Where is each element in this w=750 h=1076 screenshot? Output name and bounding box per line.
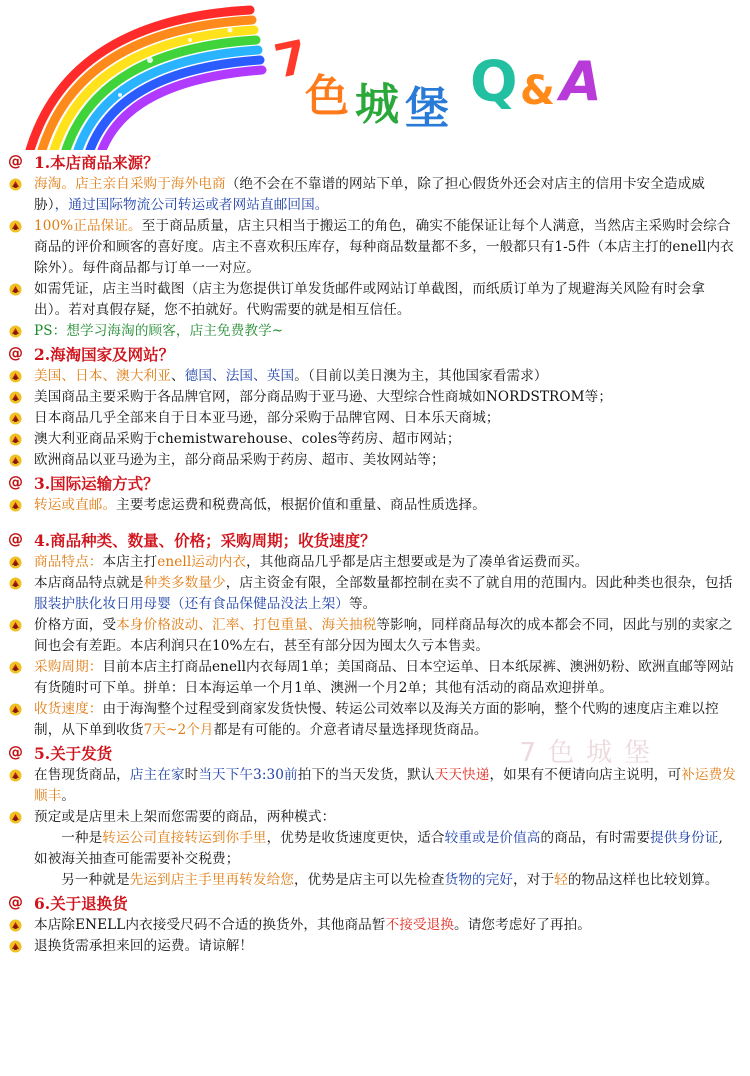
- at-icon: @: [8, 743, 23, 761]
- list-item: 本店除ENELL内衣接受尺码不合适的换货外，其他商品暂不接受退换。请您考虑好了再拍。: [0, 915, 750, 936]
- section-title-3: @ 3.国际运输方式？: [8, 473, 159, 493]
- logo-seven: 7: [269, 29, 313, 89]
- list-item: 欧洲商品以亚马逊为主，部分商品采购于药房、超市、美妆网站等；: [0, 450, 750, 471]
- flower-bullet-icon: [9, 661, 22, 674]
- flower-bullet-icon: [9, 940, 22, 953]
- flower-bullet-icon: [9, 619, 22, 632]
- flower-bullet-icon: [9, 769, 22, 782]
- section-title-5: @ 5.关于发货: [8, 743, 113, 763]
- list-item: 海淘。店主亲自采购于海外电商（绝不会在不靠谱的网站下单，除了担心假货外还会对店主的信用卡安全造成威胁），通过国际物流公司转运或者网站直邮回国。: [0, 174, 750, 216]
- flower-bullet-icon: [9, 811, 22, 824]
- list-item: 一种是转运公司直接转运到你手里，优势是收货速度更快，适合较重或是价值高的商品，有时需要提供身份证,如被海关抽查可能需要补交税费；: [34, 830, 723, 867]
- list-item: PS：想学习海淘的顾客，店主免费教学~: [0, 321, 750, 342]
- section-title-4: @ 4.商品种类、数量、价格；采购周期；收货速度？: [8, 530, 376, 550]
- list-item: 100%正品保证。至于商品质量，店主只相当于搬运工的角色，确实不能保证让每个人满意，当然店主采购时会综合商品的评价和顾客的喜好度。店主不喜欢积压库存，每种商品数量都不多，一般都只有1-5件（本店主打的enell内衣除外）。每件商品都与订单一一对应。: [0, 216, 750, 279]
- list-item: 退换货需承担来回的运费。请谅解！: [0, 936, 750, 957]
- list-item: 日本商品几乎全部来自于日本亚马逊，部分采购于品牌官网、日本乐天商城；: [0, 408, 750, 429]
- list-item: 本店商品特点就是种类多数量少，店主资金有限，全部数量都控制在卖不了就自用的范围内。因此种类也很杂，包括服装护肤化妆日用母婴（还有食品保健品没法上架）等。: [0, 573, 750, 615]
- watermark-logo: 7色城堡: [519, 738, 662, 768]
- at-icon: @: [8, 530, 23, 548]
- logo-amp: &: [520, 68, 555, 114]
- flower-bullet-icon: [9, 220, 22, 233]
- list-item: 预定或是店里未上架而您需要的商品，两种模式：: [0, 807, 750, 828]
- flower-bullet-icon: [9, 391, 22, 404]
- flower-bullet-icon: [9, 283, 22, 296]
- logo-a: A: [560, 50, 602, 113]
- logo-q: Q: [470, 50, 518, 115]
- logo-char-1: 色: [305, 71, 349, 122]
- flower-bullet-icon: [9, 556, 22, 569]
- section-title-2: @ 2.海淘国家及网站？: [8, 344, 175, 364]
- at-icon: @: [8, 344, 23, 362]
- flower-bullet-icon: [9, 499, 22, 512]
- at-icon: @: [8, 893, 23, 911]
- flower-bullet-icon: [9, 325, 22, 338]
- list-item: 商品特点：本店主打enell运动内衣，其他商品几乎都是店主想要或是为了凑单省运费而买。: [0, 552, 750, 573]
- flower-bullet-icon: [9, 577, 22, 590]
- list-item: 转运或直邮。主要考虑运费和税费高低，根据价值和重量、商品性质选择。: [0, 495, 750, 516]
- list-item: 另一种就是先运到店主手里再转发给您，优势是店主可以先检查货物的完好，对于轻的物品这样也比较划算。: [61, 872, 719, 888]
- list-item: 美国、日本、澳大利亚、德国、法国、英国。（目前以美日澳为主，其他国家看需求）: [0, 366, 750, 387]
- flower-bullet-icon: [9, 919, 22, 932]
- logo-char-3: 堡: [405, 83, 449, 134]
- flower-bullet-icon: [9, 703, 22, 716]
- list-item: 收货速度：由于海淘整个过程受到商家发货快慢、转运公司效率以及海关方面的影响，整个代购的速度店主难以控制，从下单到收货7天~2个月都是有可能的。介意者请尽量选择现货商品。: [0, 699, 750, 741]
- flower-bullet-icon: [9, 178, 22, 191]
- list-item: 采购周期：目前本店主打商品enell内衣每周1单；美国商品、日本空运单、日本纸尿裤、澳洲奶粉、欧洲直邮等网站有货随时可下单。拼单：日本海运单一个月1单、澳洲一个月2单；其他有活动的商品欢迎拼单。: [0, 657, 750, 699]
- flower-bullet-icon: [9, 412, 22, 425]
- list-item: 价格方面，受本身价格波动、汇率、打包重量、海关抽税等影响，同样商品每次的成本都会不同，因此与别的卖家之间也会有差距。本店利润只在10%左右，甚至有部分因为囤太久亏本售卖。: [0, 615, 750, 657]
- flower-bullet-icon: [9, 370, 22, 383]
- at-icon: @: [8, 152, 23, 170]
- header-banner: [0, 0, 750, 150]
- list-item: 如需凭证，店主当时截图（店主为您提供订单发货邮件或网站订单截图，而纸质订单为了规避海关风险有时会拿出）。若对真假存疑，您不拍就好。代购需要的就是相互信任。: [0, 279, 750, 321]
- list-item: 在售现货商品，店主在家时当天下午3:30前拍下的当天发货，默认天天快递，如果有不便请向店主说明，可补运费发顺丰。: [0, 765, 750, 807]
- section-title-1: @ 1.本店商品来源？: [8, 152, 159, 172]
- list-item: 澳大利亚商品采购于chemistwarehouse、coles等药房、超市网站；: [0, 429, 750, 450]
- at-icon: @: [8, 473, 23, 491]
- faq-content: [0, 150, 750, 957]
- flower-bullet-icon: [9, 454, 22, 467]
- section-title-6: @ 6.关于退换货: [8, 893, 128, 913]
- flower-bullet-icon: [9, 433, 22, 446]
- logo-char-2: 城: [355, 79, 399, 130]
- list-item: 美国商品主要采购于各品牌官网，部分商品购于亚马逊、大型综合性商城如NORDSTROM等；: [0, 387, 750, 408]
